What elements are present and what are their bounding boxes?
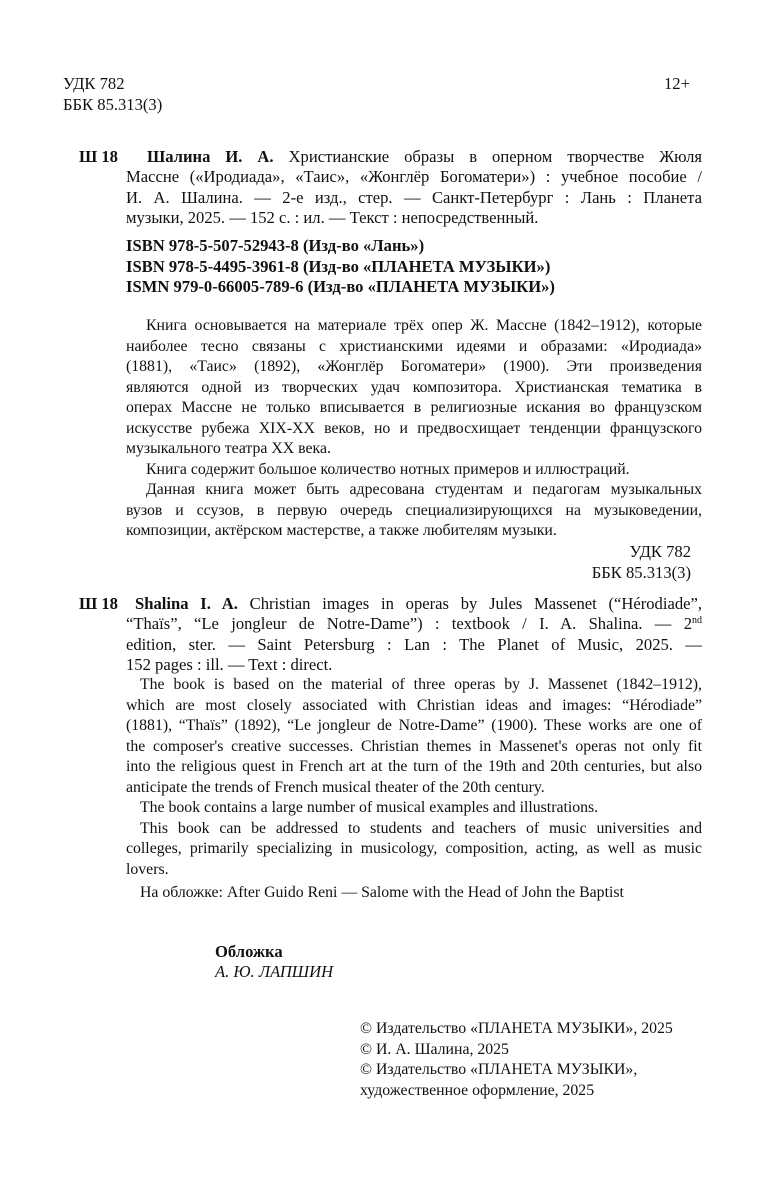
copyright-line: © Издательство «ПЛАНЕТА МУЗЫКИ», 2025 xyxy=(360,1020,673,1037)
en-annotation-line: colleges, primarily specializing in musicology, composition, acting, as well as music xyxy=(126,840,702,857)
en-annotation-line: anticipate the trends of French musical theater of the 20th century. xyxy=(126,778,545,796)
ru-annotation-line: музыкального театра XX века. xyxy=(126,440,331,457)
cover-note: На обложке: After Guido Reni — Salome with the Head of John the Baptist xyxy=(140,884,624,901)
en-record-title: Christian images in operas by Jules Massenet (“Hérodiade”, xyxy=(237,594,702,613)
age-rating: 12+ xyxy=(664,74,690,93)
ru-record-line-4: музыки, 2025. — 152 с. : ил. — Текст : непосредственный. xyxy=(126,208,539,227)
en-record-author: Shalina I. A. xyxy=(135,594,238,613)
en-record-body xyxy=(126,614,702,676)
cover-credit-label: Обложка xyxy=(215,942,283,961)
ru-annotation-p2: Книга содержит большое количество нотных примеров и иллюстраций. xyxy=(146,460,630,478)
ru-record-line-3: И. А. Шалина. — 2-е изд., стер. — Санкт-Петербург : Лань : Планета xyxy=(126,187,702,207)
ru-record-body xyxy=(126,167,702,229)
edition-superscript: nd xyxy=(692,615,702,626)
en-annotation-line: into the religious quest in French art at the turn of the 19th and 20th centuries, but also xyxy=(126,758,702,775)
en-record-line-3: edition, ster. — Saint Petersburg : Lan : The Planet of Music, 2025. — xyxy=(126,634,702,654)
header-bbk: ББК 85.313(3) xyxy=(63,95,163,114)
ru-annotation-line: композиции, актёрском мастерстве, а также любителям музыки. xyxy=(126,522,557,539)
en-annotation-line: lovers. xyxy=(126,860,169,878)
ru-annotation-line: Книга основывается на материале трёх опер Ж. Массне (1842–1912), которые xyxy=(146,317,702,334)
ru-record-line-2: Массне («Иродиада», «Таис», «Жонглёр Богоматери») : учебное пособие / xyxy=(126,167,702,186)
ru-annotation-line: являются одной из творческих удач композитора. Христианская тематика в xyxy=(126,378,702,396)
copyright-line: © Издательство «ПЛАНЕТА МУЗЫКИ», xyxy=(360,1061,638,1078)
en-annotation-line: The book is based on the material of three operas by J. Massenet (1842–1912), xyxy=(140,676,702,693)
en-annotation-line: the composer's creative successes. Christian themes in Massenet's operas not only fit xyxy=(126,737,702,755)
en-annotation-p2: The book contains a large number of musical examples and illustrations. xyxy=(140,799,599,816)
ru-annotation-line: Данная книга может быть адресована студентам и педагогам музыкальных xyxy=(146,481,702,498)
ru-annotation-line: наиболее тесно связаны с христианскими идеями и образами: «Иродиада» xyxy=(126,337,702,355)
en-record-line-2: “Thaïs”, “Le jongleur de Notre-Dame”) : textbook / I. A. Shalina. — 2nd xyxy=(126,614,702,633)
identifiers xyxy=(126,236,555,298)
ru-annotation-line: вузов и ссузов, в первую очередь специализирующихся на музыковедении, xyxy=(126,501,702,519)
right-bbk: ББК 85.313(3) xyxy=(591,562,691,582)
ru-record-code: Ш 18 xyxy=(79,147,118,166)
en-annotation-line: (1881), “Thaïs” (1892), “Le jongleur de Notre-Dame” (1900). These works are one of xyxy=(126,717,702,734)
ru-annotation-line: (1881), «Таис» (1892), «Жонглёр Богоматери» (1900). Эти произведения xyxy=(126,358,702,375)
header-udk: УДК 782 xyxy=(63,74,125,93)
en-record-code: Ш 18 xyxy=(79,594,118,613)
isbn-lan: ISBN 978-5-507-52943-8 (Изд-во «Лань») xyxy=(126,236,425,255)
ru-record-line-1 xyxy=(147,147,702,168)
en-record-line-1 xyxy=(135,594,702,615)
ru-record-title: Христианские образы в оперном творчестве Жюля xyxy=(273,147,702,166)
cover-credit-name: А. Ю. ЛАПШИН xyxy=(215,962,334,981)
en-annotation-line: which are most closely associated with Christian ideas and images: “Hérodiade” xyxy=(126,696,702,714)
ru-annotation-line: операх Массне не только вписывается в религиозные искания во французском xyxy=(126,399,702,416)
en-annotation xyxy=(126,675,702,880)
en-record-line-4: 152 pages : ill. — Text : direct. xyxy=(126,655,333,674)
copyright-line: художественное оформление, 2025 xyxy=(360,1081,595,1099)
copyright-block xyxy=(360,1019,673,1101)
right-udk: УДК 782 xyxy=(629,542,691,561)
isbn-planet: ISBN 978-5-4495-3961-8 (Изд-во «ПЛАНЕТА МУЗЫКИ») xyxy=(126,256,551,276)
copyright-line: © И. А. Шалина, 2025 xyxy=(360,1040,509,1058)
ru-annotation xyxy=(126,316,702,542)
en-annotation-line: This book can be addressed to students and teachers of music universities and xyxy=(140,819,702,837)
ru-record-author: Шалина И. А. xyxy=(147,147,274,166)
right-codes xyxy=(560,542,691,583)
ru-annotation-line: искусстве рубежа XIX-XX веков, но и предвосхищает тенденции французского xyxy=(126,419,702,437)
ismn-planet: ISMN 979-0-66005-789-6 (Изд-во «ПЛАНЕТА МУЗЫКИ») xyxy=(126,277,555,296)
